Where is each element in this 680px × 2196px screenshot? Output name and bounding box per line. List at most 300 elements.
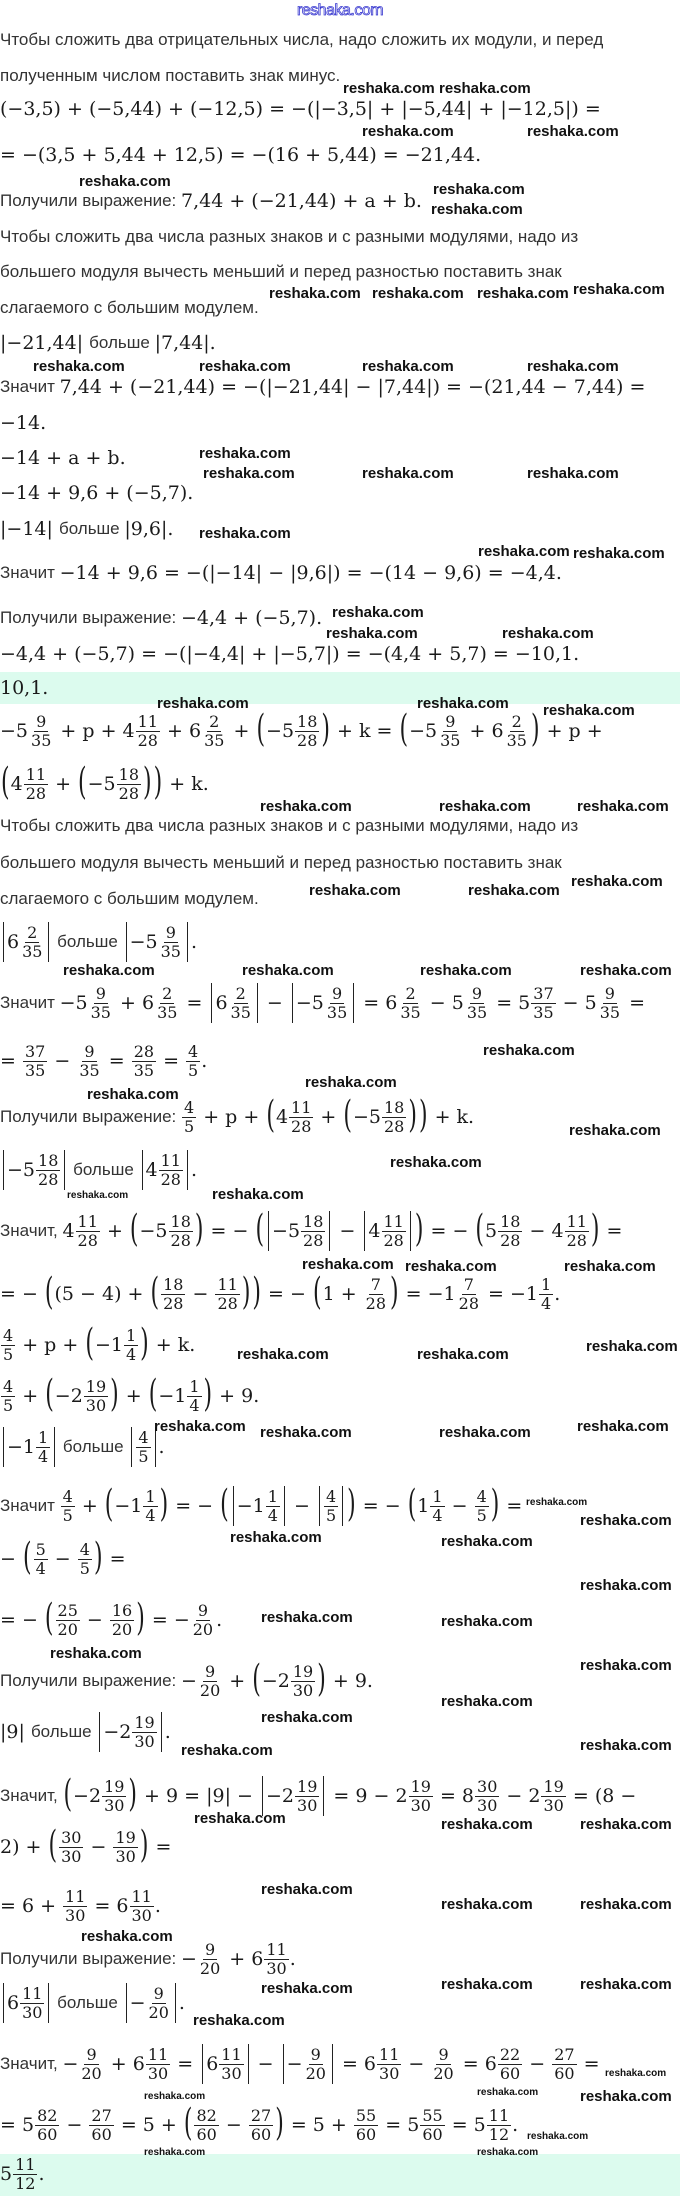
numerator: 11: [137, 711, 158, 731]
numerator: 11: [77, 1211, 98, 1231]
numerator: 22: [499, 2044, 521, 2064]
fraction: [377, 2046, 401, 2083]
math-text: .: [554, 1283, 561, 1305]
math-text: −5: [272, 1220, 301, 1242]
big-paren: ): [153, 761, 163, 805]
denominator: 4: [38, 1446, 49, 1466]
math-text: .: [216, 1609, 223, 1631]
watermark-text: reshaka.com: [181, 1741, 273, 1759]
math-text: − 5: [556, 992, 597, 1014]
numerator: 9: [438, 2044, 449, 2064]
math-text: = −: [424, 1220, 475, 1242]
fraction: [304, 2046, 328, 2083]
math-text: 1: [417, 1495, 430, 1517]
denominator: 35: [31, 730, 52, 750]
big-paren: (: [85, 1322, 94, 1366]
abs-bar: [329, 1211, 330, 1251]
watermark-text: reshaka.com: [302, 1255, 394, 1273]
math-text: −5: [129, 931, 158, 953]
math-text: −5: [87, 773, 116, 795]
fraction: [59, 1829, 83, 1866]
big-paren: (: [399, 708, 409, 752]
big-paren: (: [407, 1483, 417, 1527]
denominator: 4: [145, 1505, 156, 1525]
math-text: +: [100, 1220, 129, 1242]
watermark-text: reshaka.com: [439, 797, 531, 815]
fraction: [539, 1276, 553, 1313]
math-text: +: [227, 720, 256, 742]
solution-line: [0, 1884, 161, 1928]
abs-bar: [161, 1712, 162, 1752]
abs-bar: [202, 2044, 203, 2084]
numerator: 16: [111, 1600, 133, 1620]
math-text: −: [129, 1992, 146, 2014]
math-text: 7,44 + (−21,44) + a + b.: [180, 190, 422, 212]
big-paren: (: [475, 1208, 485, 1252]
math-text: −: [48, 1548, 77, 1570]
numerator: 11: [488, 2105, 510, 2125]
numerator: 11: [160, 1150, 181, 1170]
denominator: 35: [133, 1060, 155, 1080]
denominator: 30: [61, 1846, 82, 1866]
math-text: + 9.: [213, 1385, 260, 1407]
numerator: 9: [84, 1041, 95, 1061]
solution-line: [0, 1425, 165, 1469]
fraction: [398, 985, 422, 1022]
numerator: 9: [471, 983, 483, 1003]
watermark-text: reshaka.com: [305, 1073, 397, 1091]
numerator: 1: [38, 1427, 49, 1447]
big-paren: (: [312, 1271, 322, 1315]
watermark-text: reshaka.com: [390, 1153, 482, 1171]
math-text: −5: [409, 720, 438, 742]
denominator: 20: [81, 2063, 102, 2083]
big-paren: (: [343, 1094, 352, 1138]
abs-bar: [211, 983, 212, 1023]
watermark-text: reshaka.com: [433, 180, 525, 198]
solution-line: [0, 762, 209, 806]
watermark-text: reshaka.com: [439, 1423, 531, 1441]
solution-line: [0, 1659, 373, 1703]
numerator: 1: [189, 1376, 200, 1396]
math-text: .: [164, 1721, 171, 1743]
watermark-text: reshaka.com: [242, 961, 334, 979]
big-paren: ): [140, 1322, 149, 1366]
watermark-text: reshaka.com: [237, 1345, 329, 1363]
numerator: 4: [62, 1486, 73, 1506]
numerator: 2: [405, 983, 416, 1003]
watermark-text: reshaka.com: [580, 2087, 672, 2105]
math-text: −: [260, 992, 289, 1014]
watermark-text: reshaka.com: [417, 1345, 509, 1363]
denominator: 4: [189, 1395, 200, 1415]
fraction: [79, 2046, 103, 2083]
denominator: 4: [432, 1505, 443, 1525]
watermark-text: reshaka.com: [362, 122, 454, 140]
math-text: +: [223, 1670, 252, 1692]
big-paren: (: [48, 1824, 58, 1868]
math-text: 6: [206, 2053, 219, 2075]
math-text: =: [600, 1220, 623, 1242]
denominator: 28: [118, 783, 140, 803]
numerator: 7: [463, 1274, 474, 1294]
numerator: 9: [95, 983, 106, 1003]
math-text: 6: [7, 931, 20, 953]
fraction: [198, 1663, 222, 1700]
watermark-text: reshaka.com: [605, 2068, 667, 2079]
text-segment: больше: [30, 1722, 97, 1741]
big-paren: (: [104, 1483, 114, 1527]
text-segment: Получили выражение:: [0, 1671, 181, 1690]
numerator: 9: [204, 1661, 216, 1681]
solution-line: [0, 1272, 560, 1316]
text-segment: Чтобы сложить два числа разных знаков и с разными модулями, надо из: [0, 227, 579, 246]
fraction: [301, 1213, 325, 1250]
math-text: = 5: [379, 2114, 420, 2136]
denominator: 28: [291, 1116, 312, 1136]
watermark-text: reshaka.com: [573, 544, 665, 562]
denominator: 4: [35, 1558, 46, 1578]
big-paren: (: [150, 1271, 160, 1315]
watermark-text: reshaka.com: [441, 1692, 533, 1710]
denominator: 35: [326, 1002, 348, 1022]
math-text: −2: [54, 1385, 83, 1407]
math-text: −1: [236, 1495, 265, 1517]
big-paren: ): [317, 1658, 326, 1702]
denominator: 20: [148, 2002, 169, 2022]
numerator: 11: [25, 764, 47, 784]
math-text: +: [75, 1495, 104, 1517]
abs-bar: [292, 983, 293, 1023]
abs-bar: [257, 983, 258, 1023]
math-text: 7,44 + (−21,44) = −(|−21,44| − |7,44|) = −(21,44 − 7,44) =: [59, 376, 646, 398]
abs-bar: [131, 1427, 132, 1467]
watermark-text: reshaka.com: [580, 1576, 672, 1594]
text-segment: Значит: [0, 993, 60, 1012]
math-text: .: [38, 2163, 45, 2185]
watermark-text: reshaka.com: [194, 1809, 286, 1827]
fraction: [295, 1778, 319, 1815]
math-text: −1: [114, 1495, 143, 1517]
watermark-text: reshaka.com: [260, 1423, 352, 1441]
abs-bar: [48, 922, 49, 962]
math-text: |−21,44|: [0, 332, 90, 354]
solution-line: [0, 1825, 171, 1869]
math-text: = 6: [335, 2053, 377, 2075]
denominator: 30: [65, 1905, 86, 1925]
answer-line: [0, 2152, 45, 2196]
denominator: 20: [433, 2063, 454, 2083]
big-paren: (: [129, 1208, 139, 1252]
text-segment: Получили выражение:: [0, 608, 181, 627]
fraction: [124, 1327, 138, 1364]
denominator: 20: [199, 1958, 221, 1978]
numerator: 18: [118, 764, 140, 784]
watermark-text: reshaka.com: [33, 357, 125, 375]
fraction: [63, 1888, 87, 1925]
denominator: 30: [292, 1680, 314, 1700]
fraction: [215, 1276, 239, 1313]
denominator: 35: [160, 941, 181, 961]
denominator: 35: [466, 1002, 488, 1022]
text-segment: Значит: [0, 563, 60, 582]
solution-line: [0, 1374, 259, 1418]
math-text: (5 − 4) +: [54, 1283, 150, 1305]
fraction: [409, 1778, 433, 1815]
watermark-text: reshaka.com: [477, 2147, 539, 2158]
solution-line: [0, 2042, 600, 2086]
math-text: + 6: [463, 720, 504, 742]
numerator: 1: [145, 1486, 156, 1506]
math-text: |−14|: [0, 518, 59, 540]
math-text: + 6: [113, 992, 155, 1014]
abs-bar: [126, 922, 127, 962]
fraction: [36, 1429, 50, 1466]
numerator: 2: [162, 983, 173, 1003]
denominator: 30: [221, 2063, 242, 2083]
big-paren: (: [1, 761, 10, 805]
math-text: + k.: [163, 773, 209, 795]
fraction: [76, 1213, 100, 1250]
abs-bar: [3, 1983, 4, 2023]
math-text: −: [62, 2053, 79, 2075]
solution-line: [0, 1209, 622, 1253]
math-text: + 9.: [326, 1670, 373, 1692]
numerator: 18: [38, 1150, 59, 1170]
math-text: 5: [0, 2163, 13, 2185]
big-paren: (: [266, 1094, 275, 1138]
numerator: 9: [36, 711, 47, 731]
math-text: = −: [204, 1220, 255, 1242]
math-text: + p + 4: [54, 720, 135, 742]
abs-bar: [3, 1427, 4, 1467]
math-text: −14 + a + b.: [0, 447, 126, 469]
fraction: [36, 1152, 60, 1189]
numerator: 11: [291, 1097, 312, 1117]
numerator: 9: [310, 2044, 321, 2064]
numerator: 9: [86, 2044, 97, 2064]
math-text: −5: [59, 992, 88, 1014]
answer-line: [0, 666, 48, 710]
fraction: [498, 1213, 522, 1250]
denominator: 30: [297, 1795, 318, 1815]
denominator: 12: [488, 2124, 510, 2144]
math-text: 4: [368, 1220, 381, 1242]
numerator: 30: [477, 1776, 498, 1796]
math-text: 4: [10, 773, 23, 795]
fraction: [249, 2107, 273, 2144]
numerator: 37: [533, 983, 554, 1003]
numerator: 19: [115, 1827, 136, 1847]
denominator: 60: [355, 2124, 377, 2144]
numerator: 1: [267, 1486, 278, 1506]
fraction: [202, 713, 226, 750]
math-text: .: [178, 1992, 185, 2014]
abs-bar: [283, 2044, 284, 2084]
math-text: −14.: [0, 412, 47, 434]
fraction: [475, 1778, 499, 1815]
watermark-text: reshaka.com: [309, 881, 401, 899]
watermark-text: reshaka.com: [477, 284, 569, 302]
big-paren: (: [78, 761, 87, 805]
math-text: −2: [103, 1721, 132, 1743]
numerator: 11: [383, 1211, 404, 1231]
denominator: 4: [125, 1344, 137, 1364]
math-text: + 6: [223, 1948, 264, 1970]
math-text: −: [180, 1670, 197, 1692]
fraction: [1, 1378, 15, 1415]
fraction: [132, 1043, 156, 1080]
watermark-text: reshaka.com: [362, 464, 454, 482]
numerator: 82: [196, 2105, 217, 2125]
solution-line: [0, 1484, 522, 1528]
math-text: −: [251, 2053, 280, 2075]
fraction: [169, 1213, 193, 1250]
watermark-text: reshaka.com: [144, 2091, 206, 2102]
fraction: [431, 2046, 455, 2083]
denominator: 28: [25, 783, 47, 803]
abs-bar: [364, 1211, 365, 1251]
text-segment: Чтобы сложить два числа разных знаков и с разными модулями, надо из: [0, 816, 579, 835]
numerator: 19: [134, 1712, 155, 1732]
math-text: .: [190, 1159, 198, 1181]
abs-bar: [48, 1983, 49, 2023]
abs-bar: [142, 1150, 143, 1190]
big-paren: ): [93, 1536, 103, 1580]
big-paren: ): [490, 1483, 500, 1527]
text-segment: Значит: [0, 377, 60, 396]
denominator: 30: [266, 1958, 287, 1978]
denominator: 12: [15, 2173, 36, 2193]
watermark-text: reshaka.com: [577, 1417, 669, 1435]
math-text: = 6: [456, 2053, 497, 2075]
denominator: 28: [160, 1169, 181, 1189]
abs-bar: [64, 1150, 65, 1190]
fraction: [475, 1488, 489, 1525]
watermark-text: reshaka.com: [193, 2011, 285, 2029]
math-text: = 5 +: [284, 2114, 353, 2136]
math-text: 5: [485, 1220, 498, 1242]
abs-bar: [54, 1427, 55, 1467]
numerator: 4: [183, 1097, 195, 1117]
solution-line: [0, 507, 173, 551]
math-text: =: [577, 2053, 600, 2075]
numerator: 11: [65, 1886, 86, 1906]
numerator: 9: [445, 711, 456, 731]
fraction: [324, 1488, 338, 1525]
denominator: 5: [188, 1060, 199, 1080]
numerator: 18: [303, 1211, 324, 1231]
numerator: 11: [15, 2154, 36, 2174]
solution-line: [0, 1323, 195, 1367]
numerator: 9: [153, 1983, 164, 2003]
fraction: [598, 985, 622, 1022]
math-text: −5: [139, 1220, 168, 1242]
math-text: −5: [7, 1159, 36, 1181]
denominator: 5: [3, 1344, 14, 1364]
watermark-text: reshaka.com: [441, 1975, 533, 1993]
denominator: 28: [38, 1169, 59, 1189]
fraction: [136, 1429, 150, 1466]
text-segment: слагаемого с большим модулем.: [0, 298, 259, 317]
denominator: 60: [422, 2124, 443, 2144]
abs-bar: [99, 1712, 100, 1752]
denominator: 5: [79, 1558, 90, 1578]
watermark-text: reshaka.com: [417, 694, 509, 712]
math-text: =: [180, 992, 209, 1014]
watermark-text: reshaka.com: [420, 961, 512, 979]
math-text: −: [186, 1283, 215, 1305]
abs-bar: [126, 1983, 127, 2023]
math-text: (−3,5) + (−5,44) + (−12,5) = −(|−3,5| + |−5,44| + |−12,5|) =: [0, 98, 601, 120]
watermark-text: reshaka.com: [478, 542, 570, 560]
denominator: 28: [297, 730, 318, 750]
text-segment: большего модуля вычесть меньший и перед разностью поставить знак: [0, 853, 562, 872]
abs-bar: [323, 1776, 324, 1816]
math-text: = −: [0, 1609, 44, 1631]
math-text: = −: [0, 1283, 44, 1305]
math-text: 4: [145, 1159, 158, 1181]
math-text: = −: [356, 1495, 407, 1517]
math-text: = 5: [490, 992, 531, 1014]
numerator: 2: [511, 711, 522, 731]
numerator: 18: [170, 1211, 191, 1231]
watermark-text: reshaka.com: [362, 357, 454, 375]
fraction: [229, 985, 253, 1022]
fraction: [198, 1941, 222, 1978]
denominator: 4: [541, 1293, 552, 1313]
solution-line: [0, 709, 603, 753]
denominator: 35: [533, 1002, 554, 1022]
numerator: 37: [24, 1041, 46, 1061]
watermark-text: reshaka.com: [586, 1337, 678, 1355]
fraction: [155, 985, 179, 1022]
math-text: = 6: [88, 1895, 129, 1917]
fraction: [291, 1663, 315, 1700]
numerator: 4: [138, 1427, 149, 1447]
fraction: [182, 1099, 196, 1136]
fraction: [438, 713, 462, 750]
fraction: [487, 2107, 511, 2144]
fraction: [187, 1378, 201, 1415]
math-text: + p +: [16, 1334, 85, 1356]
text-segment: полученным числом поставить знак минус.: [0, 66, 341, 85]
math-text: −5: [266, 720, 295, 742]
numerator: 4: [325, 1486, 337, 1506]
denominator: 5: [183, 1116, 195, 1136]
denominator: 30: [104, 1795, 125, 1815]
text-segment: больше: [58, 519, 125, 538]
numerator: 28: [133, 1041, 155, 1061]
fraction: [1, 1327, 15, 1364]
math-text: = −: [262, 1283, 312, 1305]
math-text: =: [149, 1836, 172, 1858]
fraction: [117, 766, 141, 803]
math-text: 6: [215, 992, 228, 1014]
denominator: 35: [90, 1002, 111, 1022]
solution-line: [0, 920, 197, 964]
math-text: +: [49, 773, 78, 795]
fraction: [354, 2107, 378, 2144]
big-paren: ): [321, 708, 330, 752]
big-paren: (: [256, 708, 266, 752]
math-text: = 6: [357, 992, 398, 1014]
math-text: −: [84, 1836, 113, 1858]
denominator: 35: [79, 1060, 100, 1080]
fraction: [61, 1488, 75, 1525]
text-segment: больше: [68, 1160, 139, 1179]
denominator: 28: [365, 1293, 387, 1313]
